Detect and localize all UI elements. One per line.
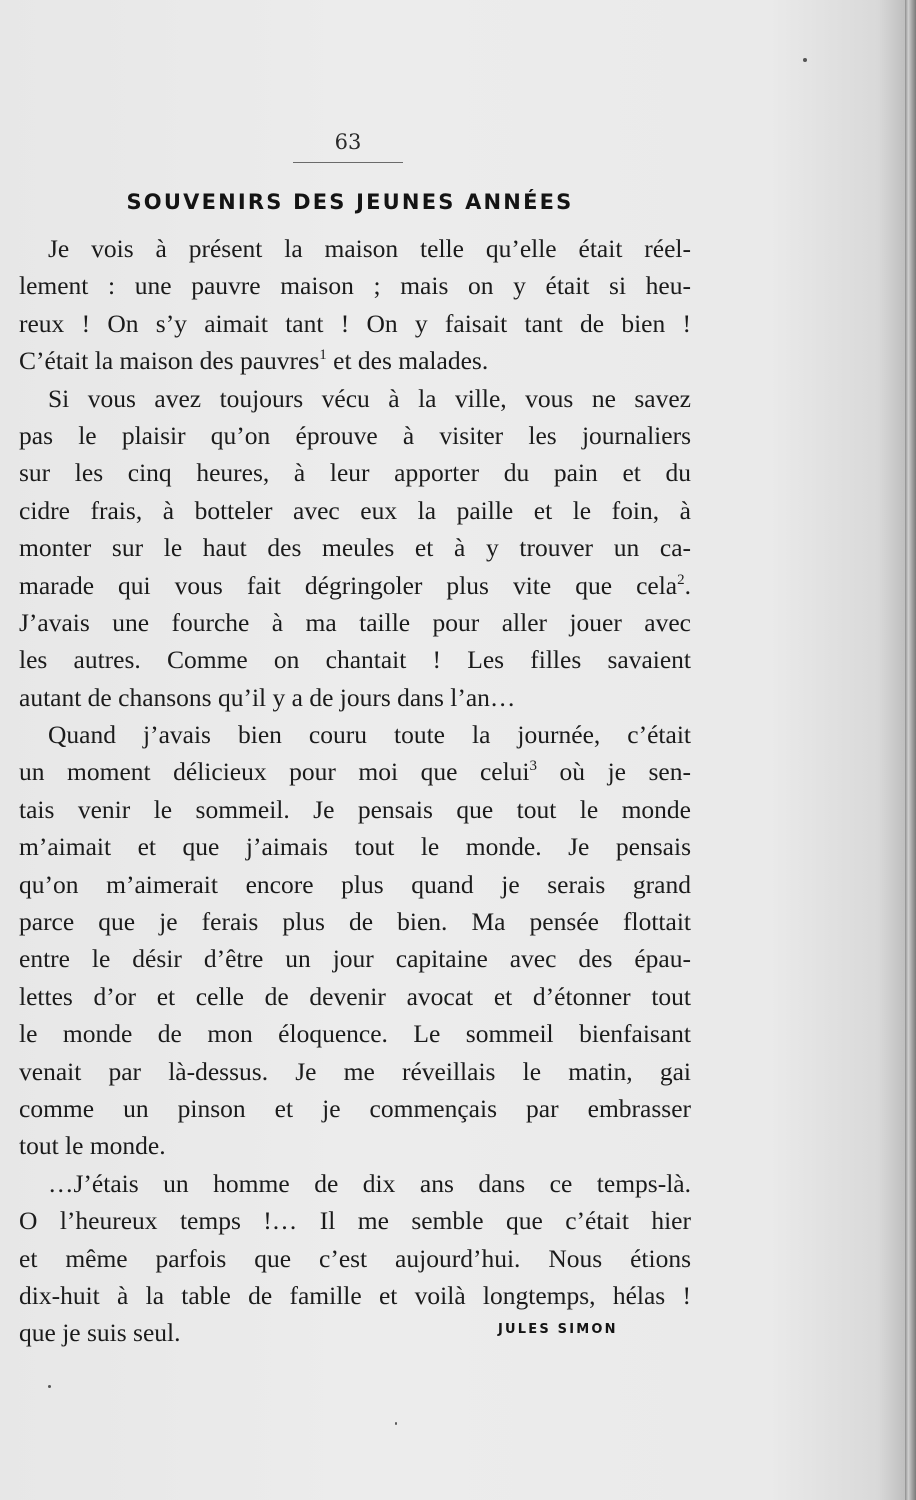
text-line-content: Je vois à présent la maison telle qu’elle était réel- xyxy=(48,234,691,263)
text-line xyxy=(19,791,691,828)
text-line xyxy=(19,604,691,641)
text-line-content: lettes d’or et celle de devenir avocat et d’étonner tout xyxy=(19,981,691,1011)
text-line-content: pas le plaisir qu’on éprouve à visiter les journaliers xyxy=(19,420,691,450)
text-line-content: marade qui vous fait dégringoler plus vite que cela xyxy=(19,570,678,600)
text-line xyxy=(19,828,691,865)
text-line-content: Quand j’avais bien couru toute la journée, c’était xyxy=(48,720,691,750)
paper-speck xyxy=(48,1385,51,1388)
text-line xyxy=(19,230,691,267)
text-line-content: O l’heureux temps !… Il me semble que c’était hier xyxy=(19,1206,691,1236)
text-line xyxy=(19,940,691,977)
text-line-content: Si vous avez toujours vécu à la ville, vous ne savez xyxy=(48,383,691,413)
text-line-content: le monde de mon éloquence. Le sommeil bienfaisant xyxy=(19,1019,691,1049)
page-number: 63 xyxy=(334,130,362,154)
text-line-content: les autres. Comme on chantait ! Les filles savaient xyxy=(19,645,691,675)
page-edge xyxy=(905,0,916,1500)
text-line-content: J’avais une fourche à ma taille pour aller jouer avec xyxy=(19,607,691,637)
chapter-title: SOUVENIRS DES JEUNES ANNÉES xyxy=(126,190,574,214)
text-line xyxy=(19,1202,691,1239)
text-line-content: parce que je ferais plus de bien. Ma pensée flottait xyxy=(19,907,691,937)
text-line-content: sur les cinq heures, à leur apporter du pain et du xyxy=(19,458,691,488)
text-line xyxy=(19,1240,691,1277)
text-line xyxy=(19,903,691,940)
text-line xyxy=(19,567,691,604)
text-line-content: et même parfois que c’est aujourd’hui. Nous étions xyxy=(19,1243,691,1273)
paper-speck xyxy=(395,1422,397,1425)
text-line-content: comme un pinson et je commençais par embrasser xyxy=(19,1093,691,1123)
footnote-marker: 2 xyxy=(677,571,685,588)
text-line-content: un moment délicieux pour moi que celui xyxy=(19,757,530,787)
text-line-continuation: où je sen- xyxy=(537,757,691,787)
text-line-continuation: . xyxy=(684,570,691,600)
text-line xyxy=(19,1277,691,1314)
text-line-content: que je suis seul. xyxy=(19,1318,181,1348)
text-line xyxy=(19,380,691,417)
footnote-marker: 1 xyxy=(319,347,327,364)
text-line-content: cidre frais, à botteler avec eux la paille et le foin, à xyxy=(19,495,691,525)
text-line-content: …J’étais un homme de dix ans dans ce temps-là. xyxy=(48,1168,691,1198)
text-line-content: venait par là-dessus. Je me réveillais le matin, gai xyxy=(19,1056,691,1086)
text-line xyxy=(19,641,691,678)
text-line-content: C’était la maison des pauvres xyxy=(19,346,320,376)
text-line xyxy=(19,1015,691,1052)
text-line xyxy=(19,716,691,753)
text-line-content: qu’on m’aimerait encore plus quand je serais grand xyxy=(19,869,691,899)
page-number-rule xyxy=(293,128,403,163)
author-signature: JULES SIMON xyxy=(498,1322,618,1337)
text-line-content: entre le désir d’être un jour capitaine avec des épau- xyxy=(19,944,691,974)
text-line xyxy=(19,305,691,342)
text-line-content: tout le monde. xyxy=(19,1131,166,1161)
text-line xyxy=(19,1053,691,1090)
text-line-content: dix-huit à la table de famille et voilà longtemps, hélas ! xyxy=(19,1280,691,1310)
text-line-content: monter sur le haut des meules et à y trouver un ca- xyxy=(19,533,691,563)
text-line xyxy=(19,978,691,1015)
body-text xyxy=(19,230,691,1352)
paper-speck xyxy=(803,58,807,62)
text-line xyxy=(19,267,691,304)
text-line-content: autant de chansons qu’il y a de jours dans l’an… xyxy=(19,682,516,712)
text-line xyxy=(19,753,691,790)
text-line xyxy=(19,1127,691,1164)
text-line xyxy=(19,1165,691,1202)
text-line-continuation: et des malades. xyxy=(326,346,489,376)
text-line-content: lement : une pauvre maison ; mais on y était si heu- xyxy=(19,271,691,301)
text-line xyxy=(19,866,691,903)
text-line xyxy=(19,492,691,529)
text-line xyxy=(19,529,691,566)
footnote-marker: 3 xyxy=(529,758,538,775)
text-line-content: reux ! On s’y aimait tant ! On y faisait tant de bien ! xyxy=(19,308,691,338)
text-line xyxy=(19,417,691,454)
text-line-content: tais venir le sommeil. Je pensais que tout le monde xyxy=(19,794,691,824)
text-line xyxy=(19,342,691,379)
text-line xyxy=(19,1090,691,1127)
text-line xyxy=(19,454,691,491)
text-line xyxy=(19,679,691,716)
text-line-content: m’aimait et que j’aimais tout le monde. Je pensais xyxy=(19,832,691,862)
